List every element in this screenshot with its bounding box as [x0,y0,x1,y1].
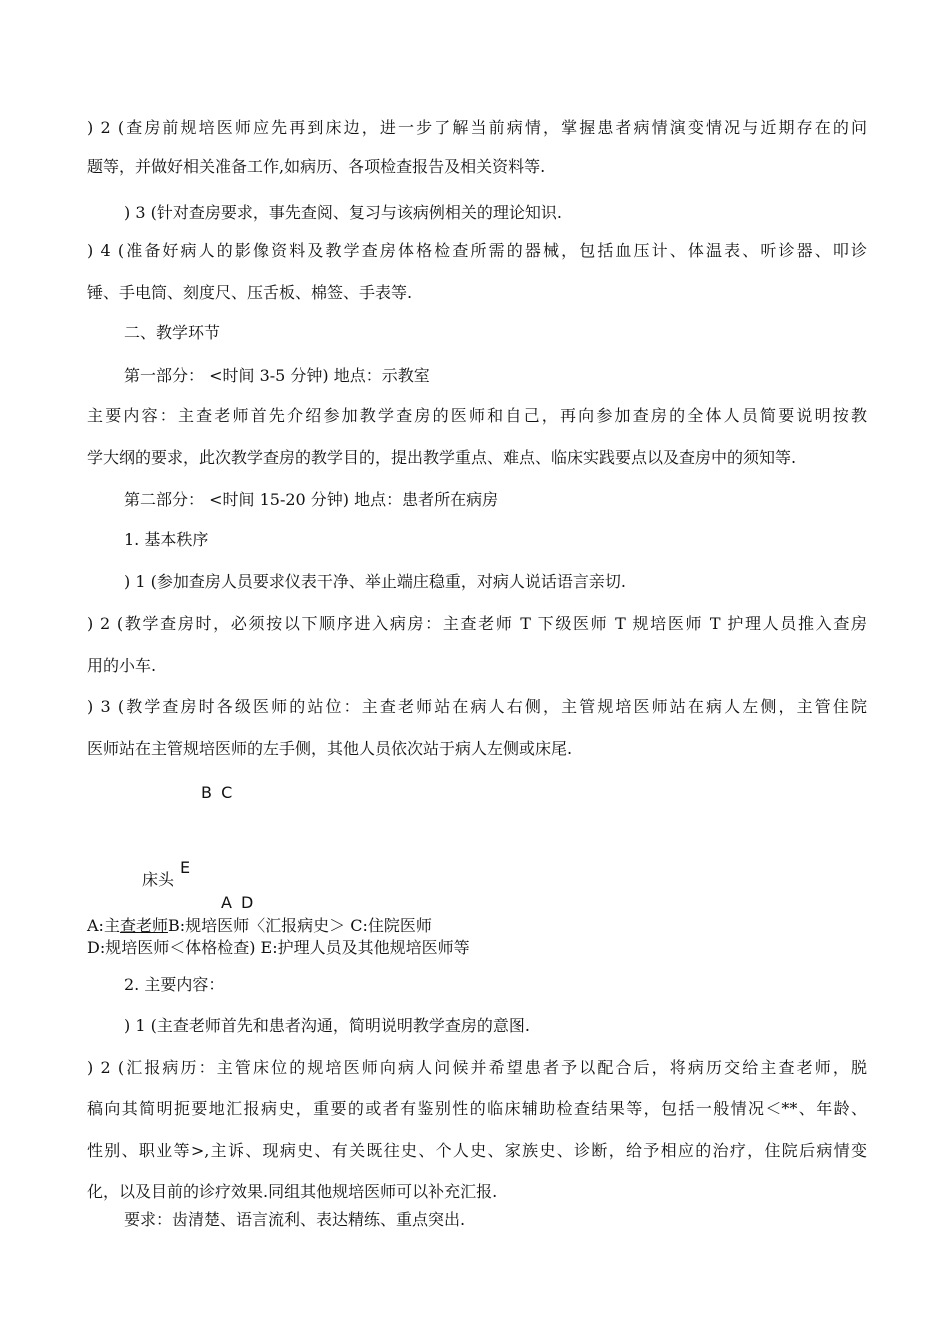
diagram-legend: D:规培医师＜体格检查) E:护理人员及其他规培医师等 [87,938,470,957]
paragraph-line: 第二部分： <时间 15-20 分钟) 地点：患者所在病房 [124,490,499,509]
subheading: 2. 主要内容： [124,975,225,994]
diagram-label-e: E [180,858,191,877]
paragraph-line: 稿向其简明扼要地汇报病史，重要的或者有鉴别性的临床辅助检查结果等，包括一般情况＜**、年龄、 [87,1099,867,1118]
paragraph-line: ) 2 (汇报病历：主管床位的规培医师向病人问候并希望患者予以配合后，将病历交给主查老师，脱 [87,1058,867,1077]
diagram-label-bedhead: 床头 [142,870,175,889]
paragraph-line: 锤、手电筒、刻度尺、压舌板、棉签、手表等. [87,283,413,302]
paragraph-line: ) 1 (参加查房人员要求仪表干净、举止端庄稳重，对病人说话语言亲切. [124,572,626,591]
paragraph-line: ) 2 (查房前规培医师应先再到床边，进一步了解当前病情，掌握患者病情演变情况与近期存在的问 [87,118,867,137]
legend-bc: B:规培医师〈汇报病史＞ C:住院医师 [167,916,432,935]
subheading: 1. 基本秩序 [124,530,209,549]
paragraph-line: 性别、职业等>,主诉、现病史、有关既往史、个人史、家族史、诊断，给予相应的治疗，住院后病情变 [87,1141,867,1160]
paragraph-line: ) 4 (准备好病人的影像资料及教学查房体格检查所需的器械，包括血压计、体温表、听诊器、叩诊 [87,241,867,260]
paragraph-line: ) 1 (主查老师首先和患者沟通，简明说明教学查房的意图. [124,1016,530,1035]
paragraph-line: 学大纲的要求，此次教学查房的教学目的，提出教学重点、难点、临床实践要点以及查房中的须知等. [87,448,797,467]
paragraph-line: 医师站在主管规培医师的左手侧，其他人员依次站于病人左侧或床尾. [87,739,573,758]
paragraph-line: ) 3 (教学查房时各级医师的站位：主查老师站在病人右侧，主管规培医师站在病人左侧，主管住院 [87,697,867,716]
paragraph-line: ) 3 (针对查房要求，事先查阅、复习与该病例相关的理论知识. [124,203,562,222]
diagram-label-ad: A D [221,893,256,912]
legend-a: A:主 [87,916,120,935]
legend-a-underlined: 查老师 [119,916,168,935]
section-heading: 二、教学环节 [124,323,221,342]
paragraph-line: 化，以及目前的诊疗效果.同组其他规培医师可以补充汇报. [87,1182,498,1201]
paragraph-line: 题等，并做好相关准备工作,如病历、各项检查报告及相关资料等. [87,157,546,176]
diagram-label-bc: B C [201,783,235,802]
paragraph-line: 要求：齿清楚、语言流利、表达精练、重点突出. [124,1210,466,1229]
paragraph-line: 用的小车. [87,656,157,675]
paragraph-line: ) 2 (教学查房时，必须按以下顺序进入病房：主查老师 T 下级医师 T 规培医师 T 护理人员推入查房 [87,614,867,633]
diagram-legend [87,916,432,936]
paragraph-line: 主要内容：主查老师首先介绍参加教学查房的医师和自己，再向参加查房的全体人员简要说明按教 [87,406,867,425]
paragraph-line: 第一部分： <时间 3-5 分钟) 地点：示教室 [124,366,430,385]
